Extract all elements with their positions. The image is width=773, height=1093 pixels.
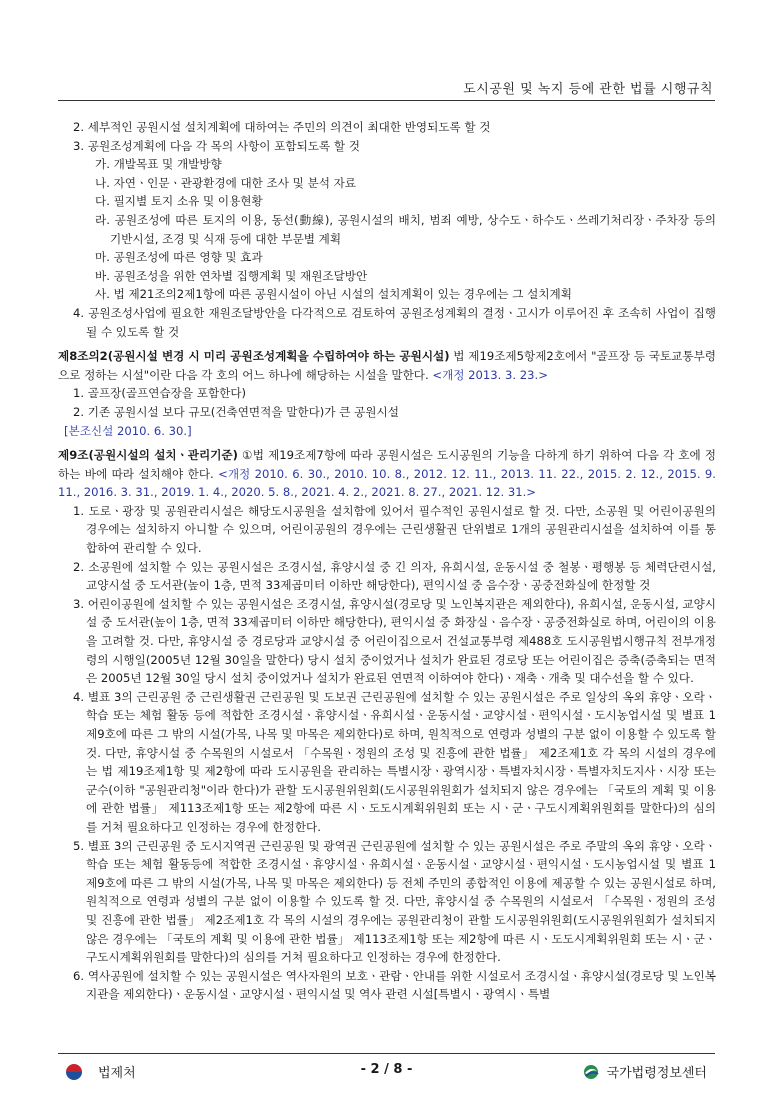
item-4: 4. 공원조성사업에 필요한 재원조달방안을 다각적으로 검토하여 공원조성계획의 결정ㆍ고시가 이루어진 후 조속히 사업이 집행될 수 있도록 할 것 bbox=[73, 305, 716, 339]
subitem-na: 나. 자연ㆍ인문ㆍ관광환경에 대한 조사 및 분석 자료 bbox=[95, 175, 356, 190]
subitem-ma: 마. 공원조성에 따른 영향 및 효과 bbox=[95, 250, 263, 265]
article-9-item-2: 2. 소공원에 설치할 수 있는 공원시설은 조경시설, 휴양시설 중 긴 의자, 유희시설, 운동시설 중 철봉ㆍ평행봉 등 체력단련시설, 교양시설 중 도서관(높이 1층, 면적 33제곱미터 이하만 해당한다), 편익시설 중 음수장ㆍ공중전화실에 한정할 것 bbox=[73, 559, 716, 593]
footer-rule bbox=[58, 1053, 715, 1054]
article-8-2-amend[interactable]: <개정 2013. 3. 23.> bbox=[428, 367, 548, 382]
article-8-2-new-note[interactable]: [본조신설 2010. 6. 30.] bbox=[64, 423, 192, 438]
subitem-ga: 가. 개발목표 및 개발방향 bbox=[95, 157, 222, 172]
article-8-2 bbox=[58, 347, 716, 384]
article-9-body: ①법 제19조제7항에 따라 공원시설은 도시공원의 기능을 다하게 하기 위하여 다음 각 호에 정하는 바에 따라 설치해야 한다. bbox=[58, 448, 716, 481]
page-header-title: 도시공원 및 녹지 등에 관한 법률 시행규칙 bbox=[463, 82, 713, 97]
article-9-item-5: 5. 별표 3의 근린공원 중 도시지역권 근린공원 및 광역권 근린공원에 설치할 수 있는 공원시설은 주로 주말의 옥외 휴양ㆍ오락ㆍ학습 또는 체험 활동등에 적합한 조경시설ㆍ휴양시설ㆍ유희시설ㆍ운동시설ㆍ교양시설ㆍ편익시설ㆍ도시농업시설 및 별표 1 제9호에 따른 그 밖의 시설(가목, 나목 및 마목은 제외한다) 등 전체 주민의 종합적인 이용에 제공할 수 있는 공원시설로 하며, 원칙적으로 연령과 성별의 구분 없이 이용할 수 있도록 할 것. 다만, 휴양시설 중 수목원의 시설로서 「수목원ㆍ정원의 조성 및 진흥에 관한 법률」 제2조제1호 각 목의 시설의 경우에는 공원관리청이 관할 도시공원위원회(도시공원위원회가 설치되지 않은 경우에는 「국토의 계획 및 이용에 관한 법률」 제113조제1항 또는 제2항에 따른 시ㆍ도도시계획위원회 또는 시ㆍ군ㆍ구도시계획위원회를 말한다)의 심의를 거쳐 필요하다고 인정하는 경우에 한정한다. bbox=[73, 838, 716, 965]
article-9 bbox=[58, 446, 716, 502]
item-3: 3. 공원조성계획에 다음 각 목의 사항이 포함되도록 할 것 bbox=[73, 138, 360, 153]
article-9-item-6: 6. 역사공원에 설치할 수 있는 공원시설은 역사자원의 보호ㆍ관람ㆍ안내를 위한 시설로서 조경시설ㆍ휴양시설(경로당 및 노인복지관을 제외한다)ㆍ운동시설ㆍ교양시설ㆍ편익시설 및 역사 관련 시설[특별시ㆍ광역시ㆍ특별 bbox=[73, 968, 716, 1002]
article-9-item-1: 1. 도로ㆍ광장 및 공원관리시설은 해당도시공원을 설치함에 있어서 필수적인 공원시설로 할 것. 다만, 소공원 및 어린이공원의 경우에는 설치하지 아니할 수 있으며, 어린이공원의 경우에는 근린생활권 단위별로 1개의 공원관리시설을 설치하여 이를 통합하여 관리할 수 있다. bbox=[73, 503, 716, 556]
subitem-ba: 바. 공원조성을 위한 연차별 집행계획 및 재원조달방안 bbox=[95, 268, 368, 283]
article-9-amend[interactable]: <개정 2010. 6. 30., 2010. 10. 8., 2012. 12. 11., 2013. 11. 22., 2015. 2. 12., 2015. 9. 11., 2016. 3. 31., 2019. 1. 4., 2020. 5. 8., 2021. 4. 2., 2021. 8. 27., 2021. 12. 31.> bbox=[58, 466, 716, 500]
article-9-item-3: 3. 어린이공원에 설치할 수 있는 공원시설은 조경시설, 휴양시설(경로당 및 노인복지관은 제외한다), 유희시설, 운동시설, 교양시설 중 도서관(높이 1층, 면적 33제곱미터 이하만 해당한다), 편익시설 중 화장실ㆍ음수장ㆍ공중전화실로 하며, 어린이의 이용을 고려할 것. 다만, 휴양시설 중 경로당과 교양시설 중 어린이집으로서 건설교통부령 제488호 도시공원법시행규칙 전부개정령의 시행일(2005년 12월 30일을 말한다) 당시 설치 중이었거나 설치가 완료된 경로당 또는 어린이집은 증축(증축되는 면적은 2005년 12월 30일 당시 설치 중이었거나 설치가 완료된 연면적 이하여야 한다)ㆍ재축ㆍ개축 및 대수선을 할 수 있다. bbox=[73, 596, 716, 686]
law-info-center-logo-icon bbox=[581, 1064, 601, 1080]
page-number: - 2 / 8 - bbox=[360, 1062, 413, 1077]
document-body bbox=[58, 118, 716, 1004]
header-rule bbox=[58, 100, 715, 101]
footer-right bbox=[581, 1062, 707, 1081]
article-8-2-body: 법 제19조제5항제2호에서 "골프장 등 국토교통부령으로 정하는 시설"이란 다음 각 호의 어느 하나에 해당하는 시설을 말한다. bbox=[58, 349, 716, 382]
article-8-2-item-2: 2. 기존 공원시설 보다 규모(건축연면적을 말한다)가 큰 공원시설 bbox=[73, 404, 399, 419]
footer-right-label: 국가법령정보센터 bbox=[606, 1066, 707, 1081]
article-9-item-4: 4. 별표 3의 근린공원 중 근린생활권 근린공원 및 도보권 근린공원에 설치할 수 있는 공원시설은 주로 일상의 옥외 휴양ㆍ오락ㆍ학습 또는 체험 활동 등에 적합한 조경시설ㆍ휴양시설ㆍ유희시설ㆍ운동시설ㆍ교양시설ㆍ편익시설ㆍ도시농업시설 및 별표 1 제9호에 따른 그 밖의 시설(가목, 나목 및 마목은 제외한다)로 하며, 원칙적으로 연령과 성별의 구분 없이 이용할 수 있도록 할 것. 다만, 휴양시설 중 수목원의 시설로서 「수목원ㆍ정원의 조성 및 진흥에 관한 법률」 제2조제1호 각 목의 시설의 경우에는 법 제19조제1항 및 제2항에 따라 도시공원을 관리하는 특별시장ㆍ광역시장ㆍ특별자치시장ㆍ특별자치도지사ㆍ시장 또는 군수(이하 "공원관리청"이라 한다)가 관할 도시공원위원회(도시공원위원회가 설치되지 않은 경우에는 「국토의 계획 및 이용에 관한 법률」 제113조제1항 또는 제2항에 따른 시ㆍ도도시계획위원회 또는 시ㆍ군ㆍ구도시계획위원회를 말한다)의 심의를 거쳐 필요하다고 인정하는 경우에 한정한다. bbox=[73, 689, 716, 834]
footer-left-label: 법제처 bbox=[98, 1066, 136, 1081]
item-2: 2. 세부적인 공원시설 설치계획에 대하여는 주민의 의견이 최대한 반영되도록 할 것 bbox=[73, 120, 491, 134]
subitem-sa: 사. 법 제21조의2제1항에 따른 공원시설이 아닌 시설의 설치계획이 있는 경우에는 그 설치계획 bbox=[95, 287, 572, 302]
article-8-2-item-1: 1. 골프장(골프연습장을 포함한다) bbox=[73, 386, 247, 401]
subitem-da: 다. 필지별 토지 소유 및 이용현황 bbox=[95, 194, 263, 209]
article-8-2-title: 제8조의2(공원시설 변경 시 미리 공원조성계획을 수립하여야 하는 공원시설) bbox=[58, 349, 450, 364]
article-9-title: 제9조(공원시설의 설치ㆍ관리기준) bbox=[58, 448, 238, 463]
subitem-ra: 라. 공원조성에 따른 토지의 이용, 동선(動線), 공원시설의 배치, 범죄 예방, 상수도ㆍ하수도ㆍ쓰레기처리장ㆍ주차장 등의 기반시설, 조경 및 식재 등에 대한 부문별 계획 bbox=[95, 212, 716, 246]
